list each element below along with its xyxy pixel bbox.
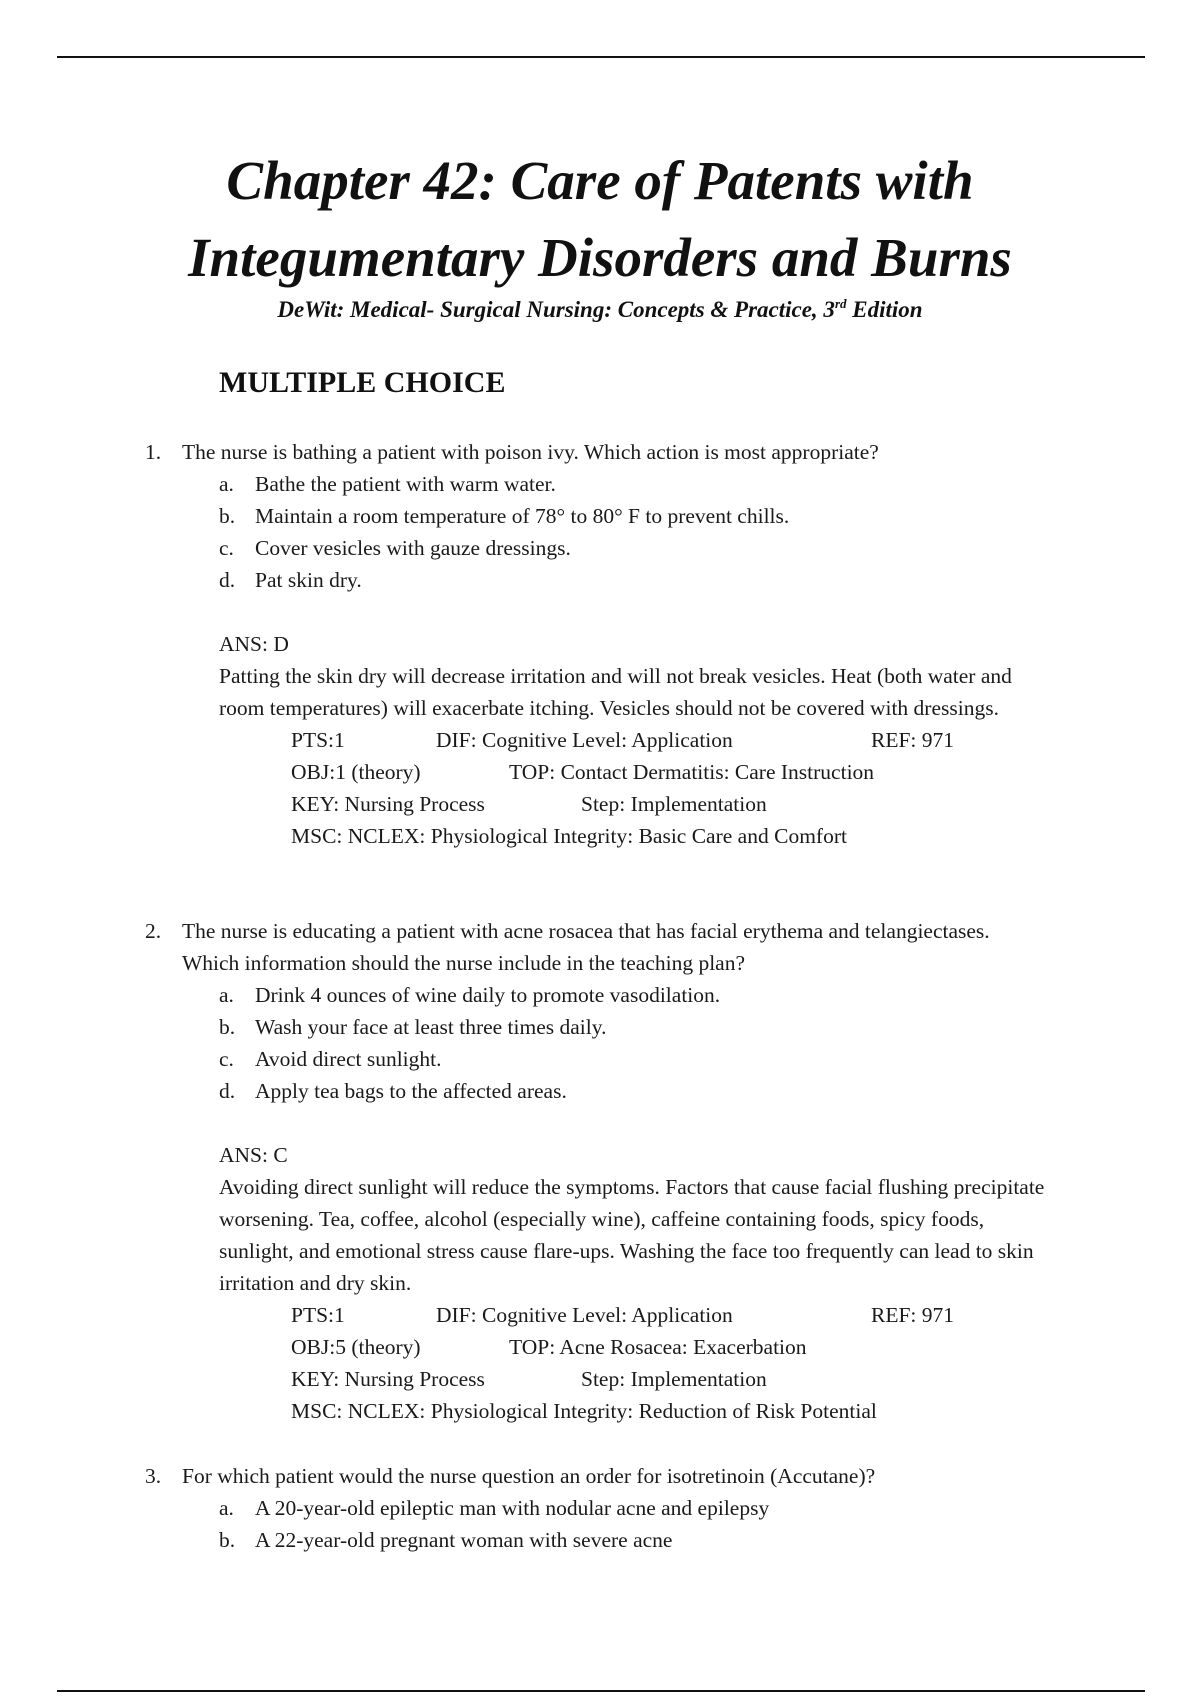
section-heading: MULTIPLE CHOICE [219, 366, 506, 399]
top-rule [57, 56, 1145, 58]
chapter-title-line-1: Chapter 42: Care of Patents with [226, 150, 974, 211]
option-text: Maintain a room temperature of 78° to 80° F to prevent chills. [255, 504, 790, 528]
option-text: Avoid direct sunlight. [255, 1047, 442, 1071]
option-c [0, 1043, 1200, 1075]
option-text: Bathe the patient with warm water. [255, 472, 556, 496]
option-d [0, 564, 1200, 596]
answer-rationale: Avoiding direct sunlight will reduce the symptoms. Factors that cause facial flushing precipitate worsening. Tea, coffee, alcohol (especially wine), caffeine containing foods, spicy foods, sunlight, and emotional stress cause flare-ups. Washing the face too frequently can lead to skin irritation and dry skin. [219, 1175, 1045, 1295]
option-b [0, 500, 1200, 532]
difficulty: DIF: Cognitive Level: Application [436, 728, 733, 752]
chapter-title [0, 142, 1200, 296]
meta-row-1 [0, 724, 1200, 756]
points: PTS:1 [291, 1303, 345, 1327]
option-text: Drink 4 ounces of wine daily to promote vasodilation. [255, 983, 721, 1007]
option-a [0, 468, 1200, 500]
chapter-title-line-2: Integumentary Disorders and Burns [188, 227, 1012, 288]
meta-row-4 [0, 820, 1200, 852]
question-text: For which patient would the nurse question an order for isotretinoin (Accutane)? [182, 1464, 876, 1488]
bottom-rule [57, 1690, 1145, 1692]
option-letter: c. [219, 1047, 234, 1071]
option-letter: c. [219, 536, 234, 560]
meta-row-2 [0, 1331, 1200, 1363]
meta-row-1 [0, 1299, 1200, 1331]
meta-row-4 [0, 1395, 1200, 1427]
answer-key: ANS: D [219, 632, 289, 656]
meta-row-3 [0, 1363, 1200, 1395]
option-a [0, 1492, 1200, 1524]
points: PTS:1 [291, 728, 345, 752]
book-subtitle [0, 295, 1200, 325]
answer-options [0, 1492, 1200, 1556]
option-text: A 20-year-old epileptic man with nodular acne and epilepsy [255, 1496, 770, 1520]
question-2 [0, 915, 1200, 1427]
question-number: 2. [145, 919, 162, 943]
question-stem [0, 1460, 1012, 1492]
option-letter: a. [219, 472, 234, 496]
process-step: Step: Implementation [581, 792, 767, 816]
option-b [0, 1011, 1200, 1043]
process-step: Step: Implementation [581, 1367, 767, 1391]
question-1 [0, 436, 1200, 852]
option-text: Cover vesicles with gauze dressings. [255, 536, 571, 560]
keyword: KEY: Nursing Process [291, 792, 485, 816]
option-letter: b. [219, 504, 236, 528]
nclex-category: MSC: NCLEX: Physiological Integrity: Reduction of Risk Potential [291, 1399, 877, 1423]
objective: OBJ:5 (theory) [291, 1335, 421, 1359]
question-number: 3. [145, 1464, 162, 1488]
topic: TOP: Acne Rosacea: Exacerbation [509, 1335, 807, 1359]
answer-options [0, 979, 1200, 1107]
option-letter: b. [219, 1528, 236, 1552]
reference: REF: 971 [871, 728, 955, 752]
option-letter: b. [219, 1015, 236, 1039]
option-text: A 22-year-old pregnant woman with severe acne [255, 1528, 673, 1552]
question-3 [0, 1460, 1200, 1556]
question-stem [0, 436, 1012, 468]
keyword: KEY: Nursing Process [291, 1367, 485, 1391]
option-letter: d. [219, 568, 236, 592]
option-letter: a. [219, 1496, 234, 1520]
option-letter: a. [219, 983, 234, 1007]
option-c [0, 532, 1200, 564]
reference: REF: 971 [871, 1303, 955, 1327]
question-number: 1. [145, 440, 162, 464]
option-text: Pat skin dry. [255, 568, 362, 592]
option-text: Wash your face at least three times daily. [255, 1015, 607, 1039]
topic: TOP: Contact Dermatitis: Care Instruction [509, 760, 875, 784]
subtitle-edition: Edition [846, 297, 923, 322]
question-text: The nurse is bathing a patient with poison ivy. Which action is most appropriate? [182, 440, 879, 464]
question-text: The nurse is educating a patient with acne rosacea that has facial erythema and telangiectases. Which information should the nurse include in the teaching plan? [182, 919, 990, 975]
meta-row-2 [0, 756, 1200, 788]
option-b [0, 1524, 1200, 1556]
option-letter: d. [219, 1079, 236, 1103]
meta-row-3 [0, 788, 1200, 820]
answer-key: ANS: C [219, 1143, 288, 1167]
answer-rationale: Patting the skin dry will decrease irritation and will not break vesicles. Heat (both water and room temperatures) will exacerbate itching. Vesicles should not be covered with dressings. [219, 664, 1012, 720]
answer-options [0, 468, 1200, 596]
objective: OBJ:1 (theory) [291, 760, 421, 784]
subtitle-main: DeWit: Medical- Surgical Nursing: Concepts & Practice, 3 [277, 297, 835, 322]
difficulty: DIF: Cognitive Level: Application [436, 1303, 733, 1327]
option-a [0, 979, 1200, 1011]
option-d [0, 1075, 1200, 1107]
nclex-category: MSC: NCLEX: Physiological Integrity: Basic Care and Comfort [291, 824, 847, 848]
question-stem [0, 915, 1012, 979]
subtitle-superscript: rd [834, 296, 847, 311]
option-text: Apply tea bags to the affected areas. [255, 1079, 567, 1103]
